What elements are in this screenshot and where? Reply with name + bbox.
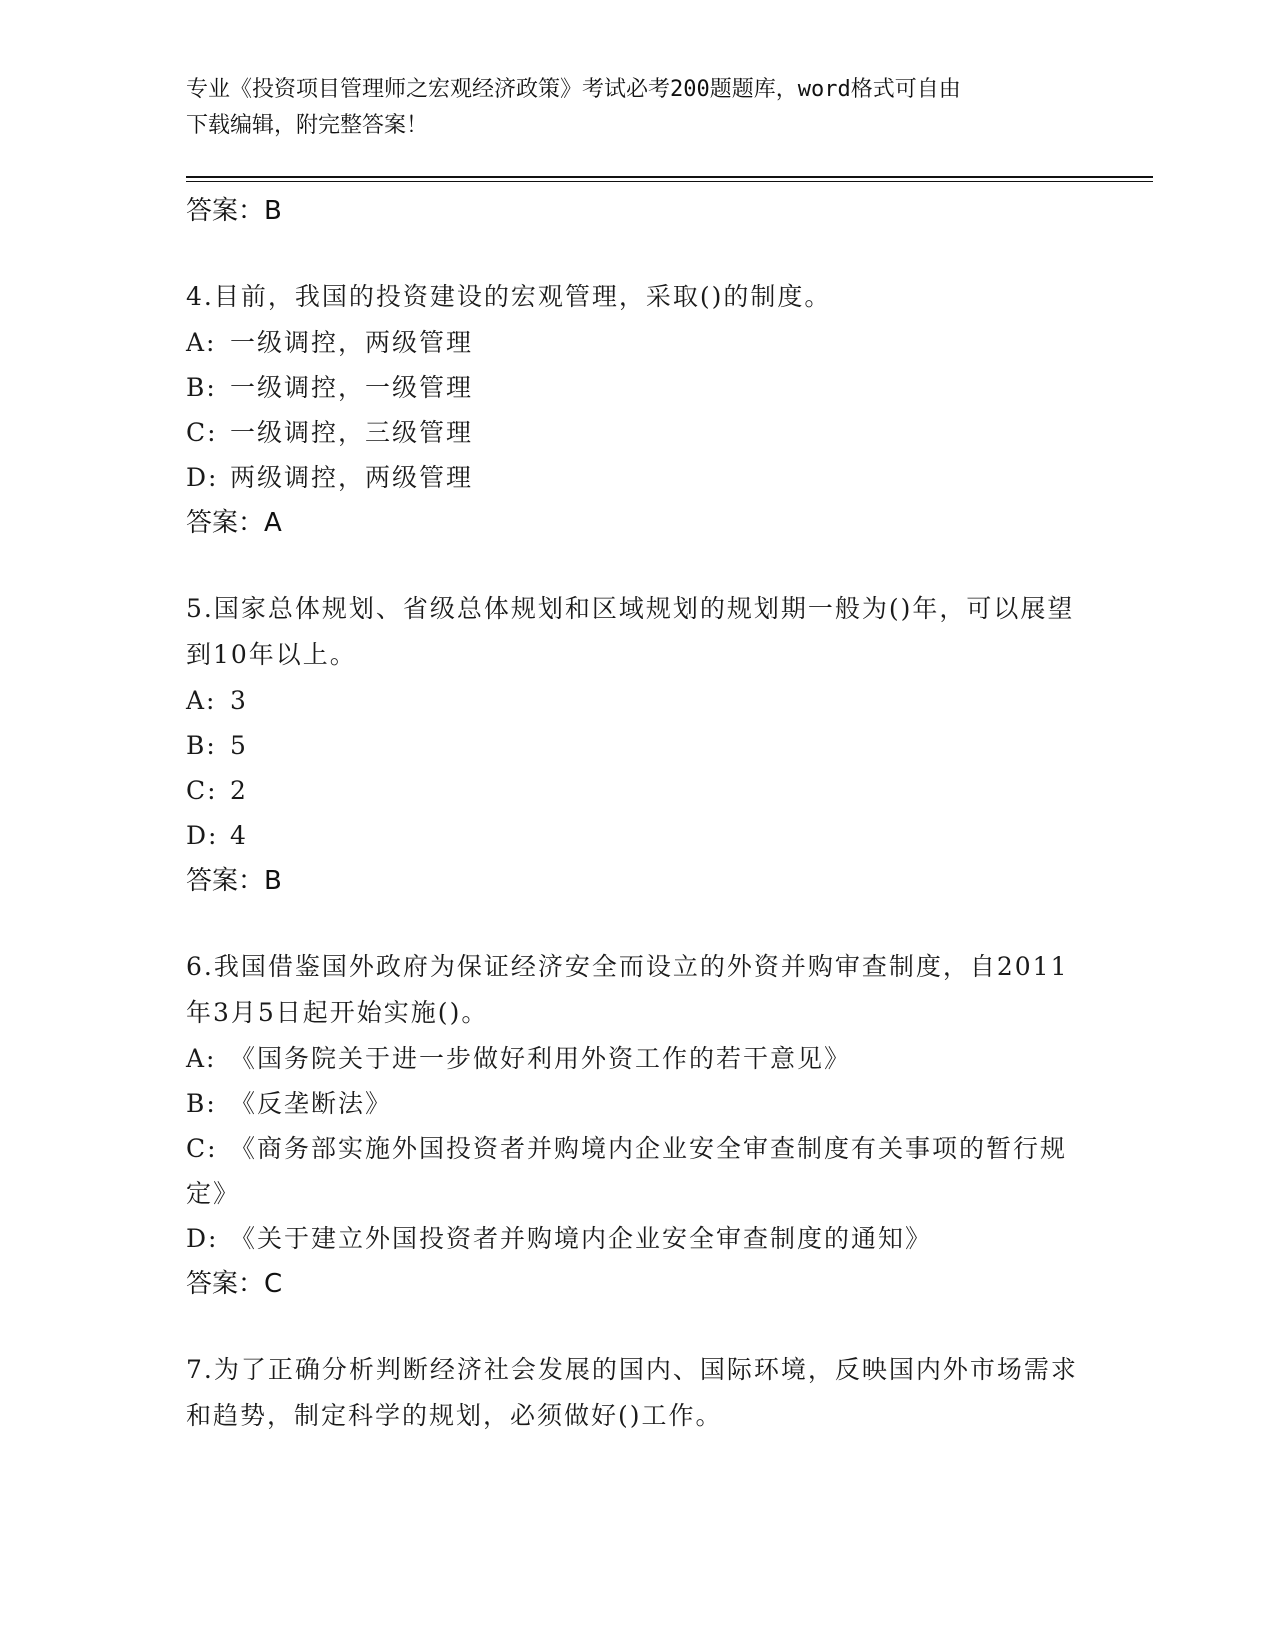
option-text: 一级调控，两级管理 bbox=[230, 328, 474, 357]
option-key: A: bbox=[186, 328, 217, 357]
option-text: 一级调控，三级管理 bbox=[230, 418, 474, 447]
answer-line: 答案：A bbox=[186, 508, 282, 538]
option-text: 《关于建立外国投资者并购境内企业安全审查制度的通知》 bbox=[230, 1224, 933, 1253]
option-d bbox=[186, 455, 1086, 500]
option-b bbox=[186, 723, 1086, 768]
header-line-1: 专业《投资项目管理师之宏观经济政策》考试必考200题题库，word格式可自由 bbox=[186, 77, 961, 102]
option-key: C: bbox=[186, 776, 218, 805]
option-c bbox=[186, 1126, 1086, 1216]
question-text: 4.目前，我国的投资建设的宏观管理，采取()的制度。 bbox=[186, 282, 832, 311]
option-text: 3 bbox=[230, 686, 248, 715]
header-line-2: 下载编辑，附完整答案！ bbox=[186, 113, 429, 138]
question-block bbox=[186, 274, 1086, 546]
answer-line: 答案：B bbox=[186, 866, 282, 896]
option-key: D: bbox=[186, 1224, 219, 1253]
option-d bbox=[186, 1216, 1086, 1261]
option-text: 一级调控，一级管理 bbox=[230, 373, 474, 402]
option-c bbox=[186, 410, 1086, 455]
option-text: 5 bbox=[230, 731, 248, 760]
option-text: 4 bbox=[230, 821, 248, 850]
header-rule-thick bbox=[186, 176, 1153, 178]
option-b bbox=[186, 1081, 1086, 1126]
question-text: 5.国家总体规划、省级总体规划和区域规划的规划期一般为()年，可以展望到10年以上。 bbox=[186, 594, 1075, 669]
option-b bbox=[186, 365, 1086, 410]
option-key: C: bbox=[186, 418, 218, 447]
option-key: A: bbox=[186, 686, 217, 715]
question-text: 7.为了正确分析判断经济社会发展的国内、国际环境，反映国内外市场需求和趋势，制定科学的规划，必须做好()工作。 bbox=[186, 1355, 1078, 1430]
question-block bbox=[186, 944, 1086, 1307]
option-text: 2 bbox=[230, 776, 248, 805]
option-a bbox=[186, 320, 1086, 365]
option-key: B: bbox=[186, 731, 217, 760]
option-text: 《国务院关于进一步做好利用外资工作的若干意见》 bbox=[230, 1044, 852, 1073]
option-key: D: bbox=[186, 463, 219, 492]
option-a bbox=[186, 1036, 1086, 1081]
document-header bbox=[186, 72, 1066, 144]
option-key: D: bbox=[186, 821, 219, 850]
option-key: C: bbox=[186, 1134, 218, 1163]
option-text: 《反垄断法》 bbox=[230, 1089, 393, 1118]
option-c bbox=[186, 768, 1086, 813]
answer-line: 答案：B bbox=[186, 196, 282, 226]
question-block bbox=[186, 1347, 1086, 1439]
question-block bbox=[186, 586, 1086, 904]
header-rule-thin bbox=[186, 181, 1153, 182]
option-d bbox=[186, 813, 1086, 858]
option-key: B: bbox=[186, 373, 217, 402]
option-key: A: bbox=[186, 1044, 217, 1073]
option-key: B: bbox=[186, 1089, 217, 1118]
question-list bbox=[186, 188, 1086, 1439]
answer-line: 答案：C bbox=[186, 1269, 283, 1299]
option-a bbox=[186, 678, 1086, 723]
option-text: 《商务部实施外国投资者并购境内企业安全审查制度有关事项的暂行规定》 bbox=[186, 1134, 1068, 1208]
question-text: 6.我国借鉴国外政府为保证经济安全而设立的外资并购审查制度，自2011年3月5日起开始实施()。 bbox=[186, 952, 1069, 1027]
option-text: 两级调控，两级管理 bbox=[230, 463, 474, 492]
